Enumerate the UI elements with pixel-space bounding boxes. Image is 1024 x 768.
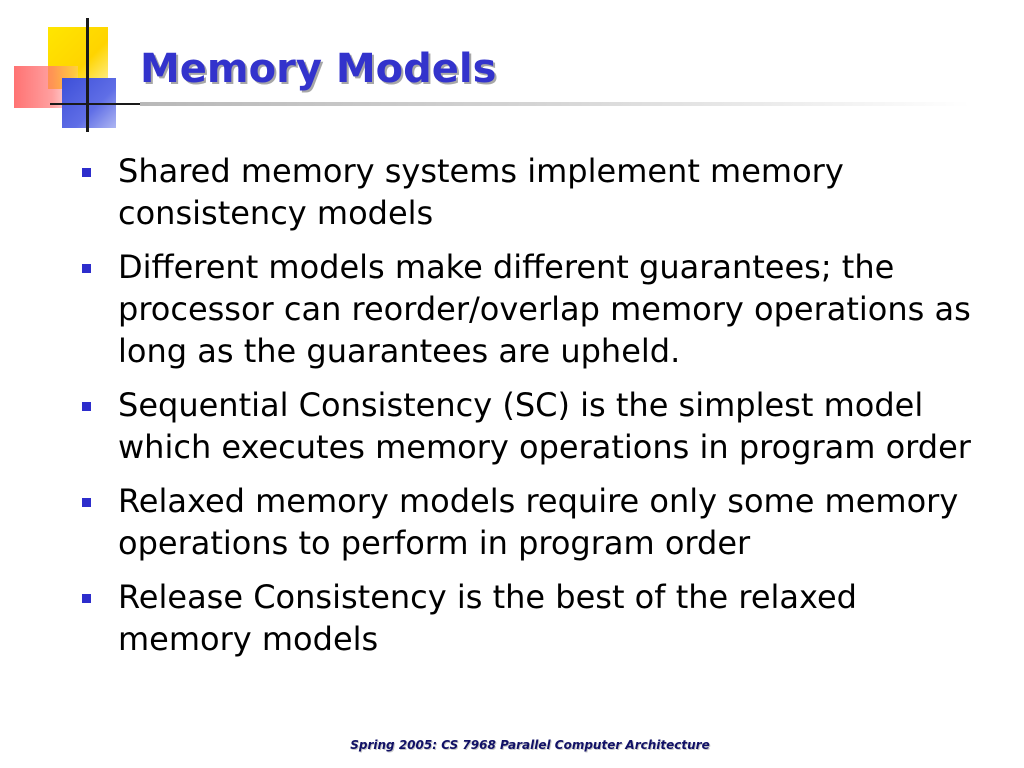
square-bullet-icon <box>82 594 91 603</box>
slide-footer: Spring 2005: CS 7968 Parallel Computer Architecture <box>350 738 710 752</box>
bullet-item <box>78 246 998 372</box>
bullet-item <box>78 576 998 660</box>
logo-vertical-line <box>86 18 89 132</box>
square-bullet-icon <box>82 498 91 507</box>
bullet-list <box>78 150 998 672</box>
color-blocks-logo <box>0 0 150 140</box>
bullet-text: Different models make different guarantees; the processor can reorder/overlap memory operations as long as the guarantees are upheld. <box>118 248 971 370</box>
bullet-text: Sequential Consistency (SC) is the simplest model which executes memory operations in program order <box>118 386 971 466</box>
square-bullet-icon <box>82 264 91 273</box>
bullet-text: Relaxed memory models require only some memory operations to perform in program order <box>118 482 959 562</box>
bullet-text: Release Consistency is the best of the relaxed memory models <box>118 578 857 658</box>
bullet-text: Shared memory systems implement memory consistency models <box>118 152 844 232</box>
title-underline <box>140 102 970 106</box>
square-bullet-icon <box>82 402 91 411</box>
bullet-item <box>78 150 998 234</box>
logo-horizontal-line <box>50 103 145 105</box>
bullet-item <box>78 480 998 564</box>
square-bullet-icon <box>82 168 91 177</box>
bullet-item <box>78 384 998 468</box>
slide-title: Memory Models <box>140 46 497 92</box>
